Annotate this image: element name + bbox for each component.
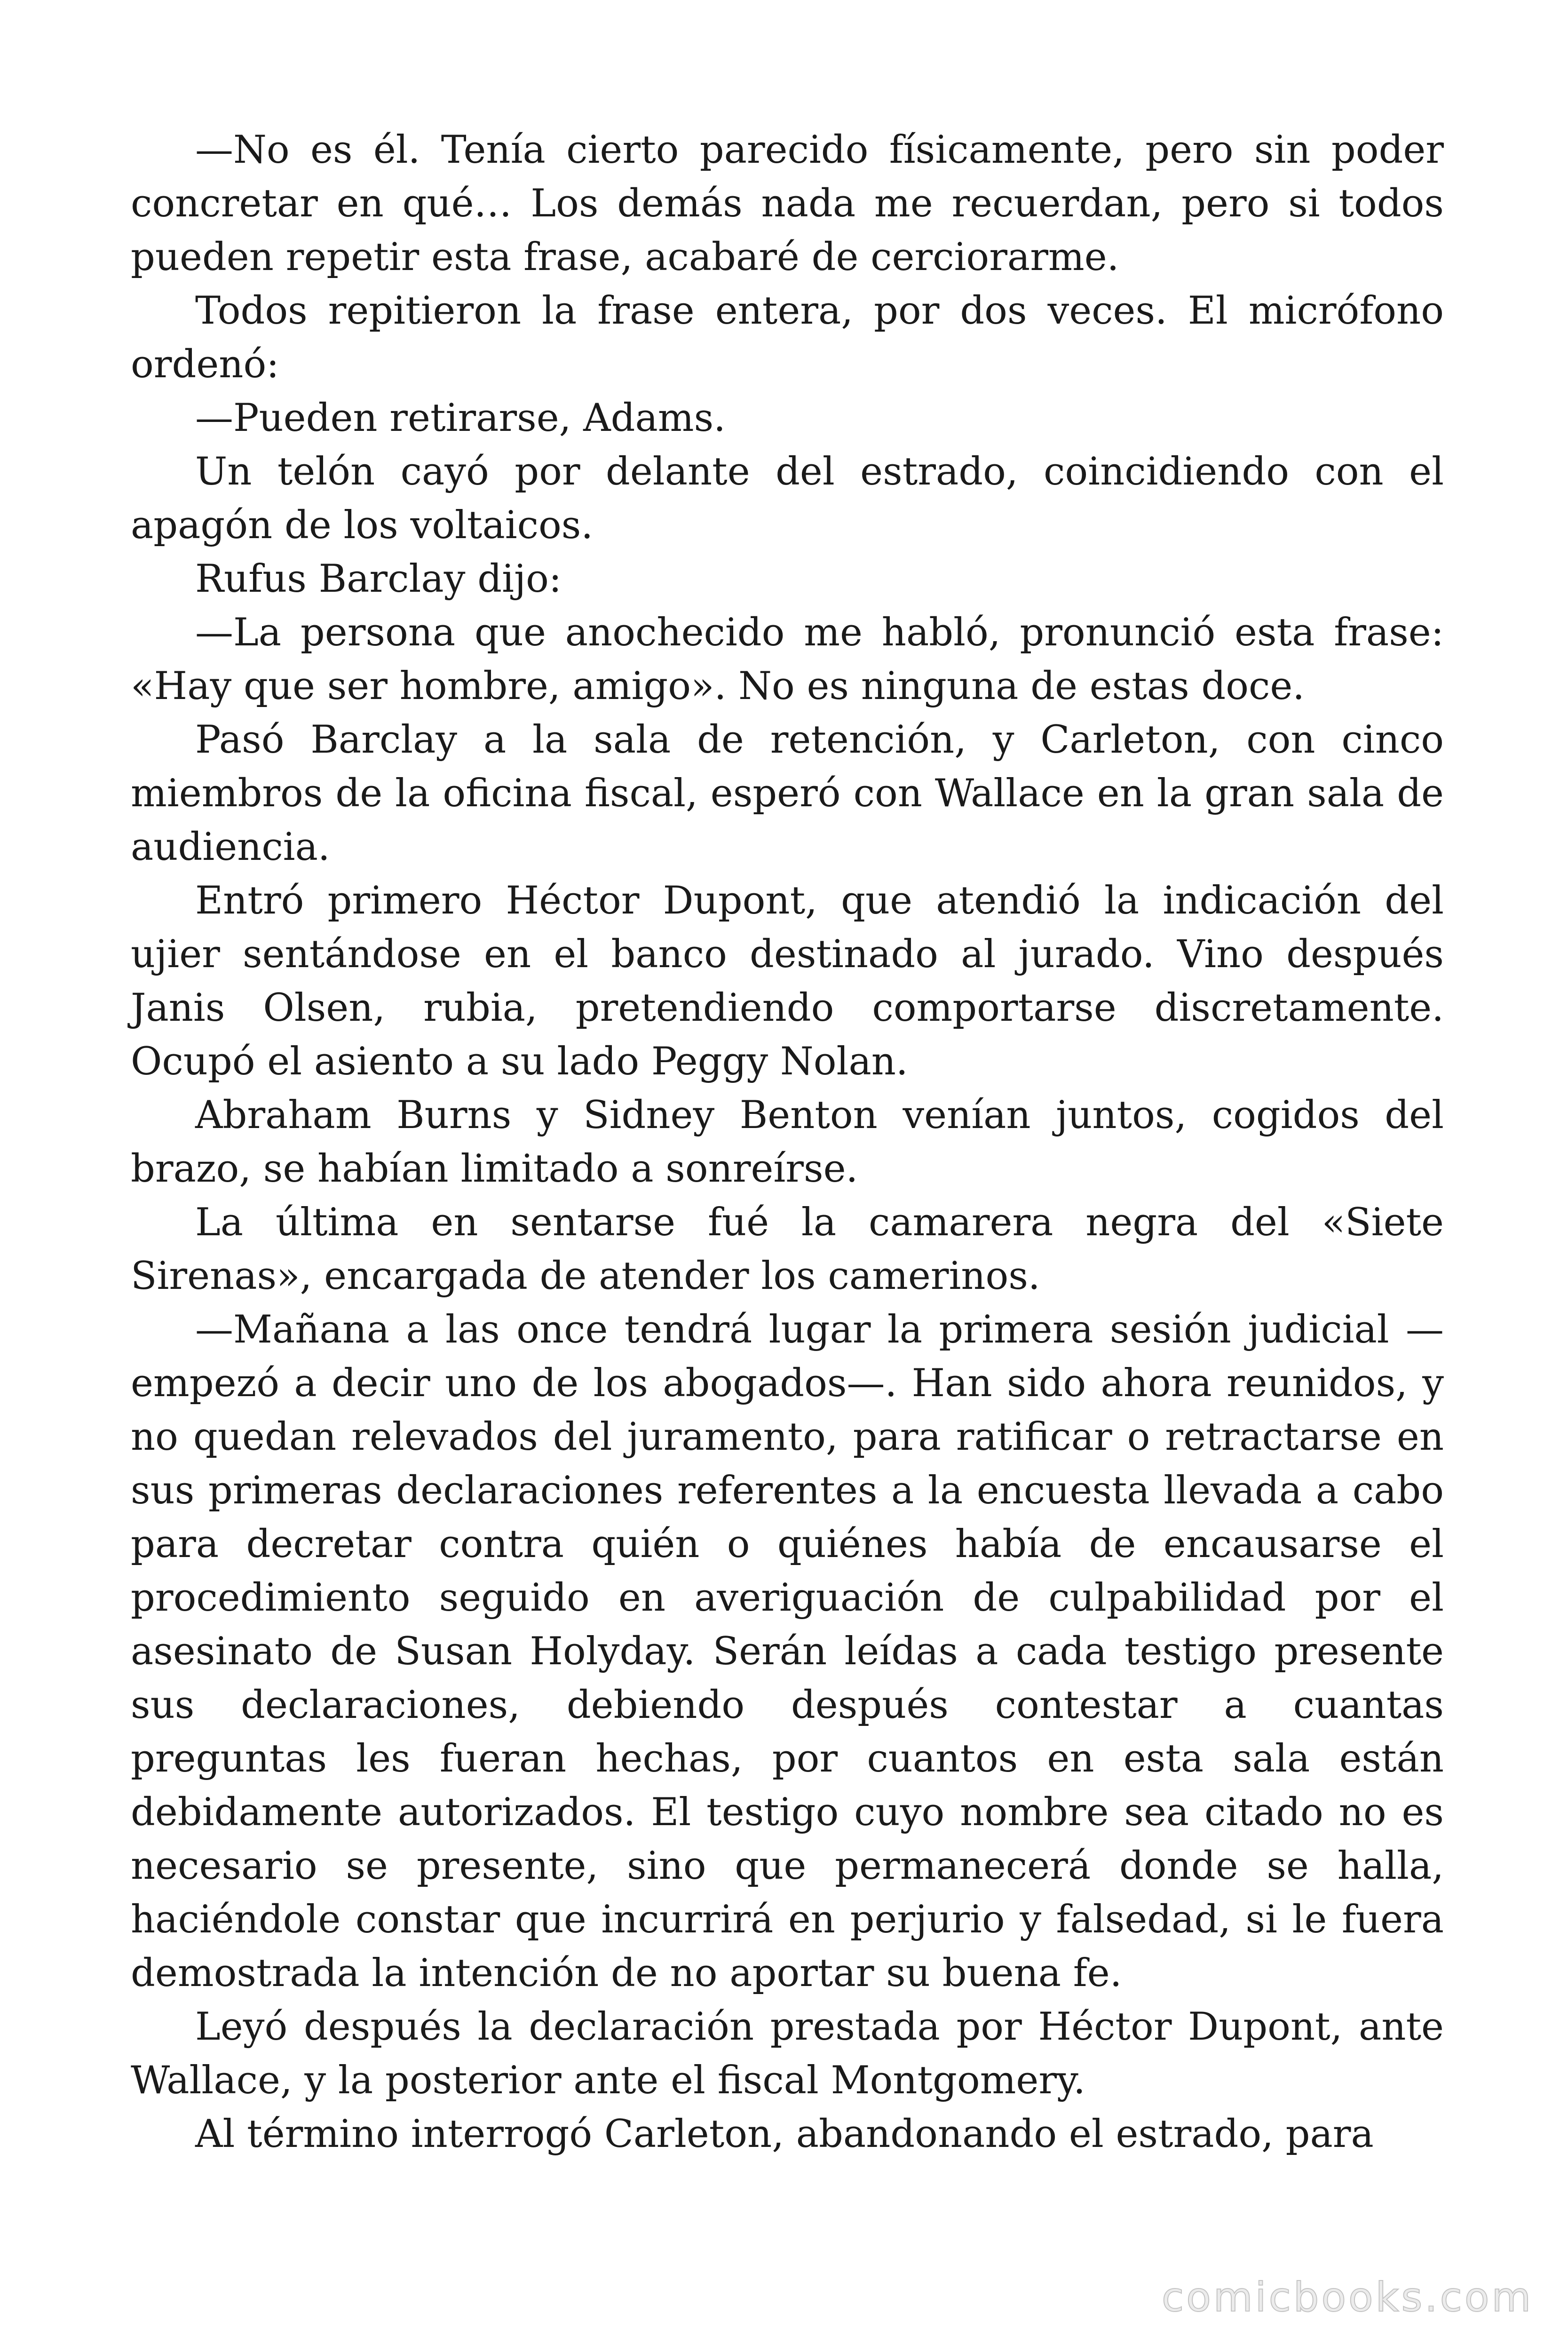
paragraph-9: Abraham Burns y Sidney Benton venían juntos, cogidos del brazo, se habían limitado a sonreírse. xyxy=(131,1093,1444,1191)
paragraph-8: Entró primero Héctor Dupont, que atendió la indicación del ujier sentándose en el banco destinado al jurado. Vino después Janis Olsen, rubia, pretendiendo comportarse discretamente. Ocupó el asiento a su lado Peggy Nolan. xyxy=(131,879,1444,1084)
paragraph-13: Al término interrogó Carleton, abandonando el estrado, para xyxy=(195,2112,1374,2156)
paragraph-7: Pasó Barclay a la sala de retención, y Carleton, con cinco miembros de la oficina fiscal, esperó con Wallace en la gran sala de audiencia. xyxy=(131,718,1444,869)
paragraph-1: —No es él. Tenía cierto parecido físicamente, pero sin poder concretar en qué… Los demás nada me recuerdan, pero si todos pueden repetir esta frase, acabaré de cerciorarme. xyxy=(131,128,1444,279)
paragraph-12: Leyó después la declaración prestada por Héctor Dupont, ante Wallace, y la posterior ante el fiscal Montgomery. xyxy=(131,2005,1444,2103)
paragraph-5: Rufus Barclay dijo: xyxy=(195,557,562,601)
paragraph-4: Un telón cayó por delante del estrado, coincidiendo con el apagón de los voltaicos. xyxy=(131,450,1444,548)
page-body-text xyxy=(131,123,1444,2161)
paragraph-3: —Pueden retirarse, Adams. xyxy=(195,396,726,440)
paragraph-2: Todos repitieron la frase entera, por dos veces. El micrófono ordenó: xyxy=(131,289,1444,387)
watermark-text: comicbooks.com xyxy=(1162,2274,1534,2321)
paragraph-10: La última en sentarse fué la camarera negra del «Siete Sirenas», encargada de atender los camerinos. xyxy=(131,1200,1444,1298)
paragraph-11: —Mañana a las once tendrá lugar la primera sesión judicial — empezó a decir uno de los abogados—. Han sido ahora reunidos, y no quedan relevados del juramento, para ratificar o retractarse en sus primeras declaraciones referentes a la encuesta llevada a cabo para decretar contra quién o quiénes había de encausarse el procedimiento seguido en averiguación de culpabilidad por el asesinato de Susan Holyday. Serán leídas a cada testigo presente sus declaraciones, debiendo después contestar a cuantas preguntas les fueran hechas, por cuantos en esta sala están debidamente autorizados. El testigo cuyo nombre sea citado no es necesario se presente, sino que permanecerá donde se halla, haciéndole constar que incurrirá en perjurio y falsedad, si le fuera demostrada la intención de no aportar su buena fe. xyxy=(131,1308,1444,1995)
paragraph-6: —La persona que anochecido me habló, pronunció esta frase: «Hay que ser hombre, amigo». No es ninguna de estas doce. xyxy=(131,611,1444,708)
